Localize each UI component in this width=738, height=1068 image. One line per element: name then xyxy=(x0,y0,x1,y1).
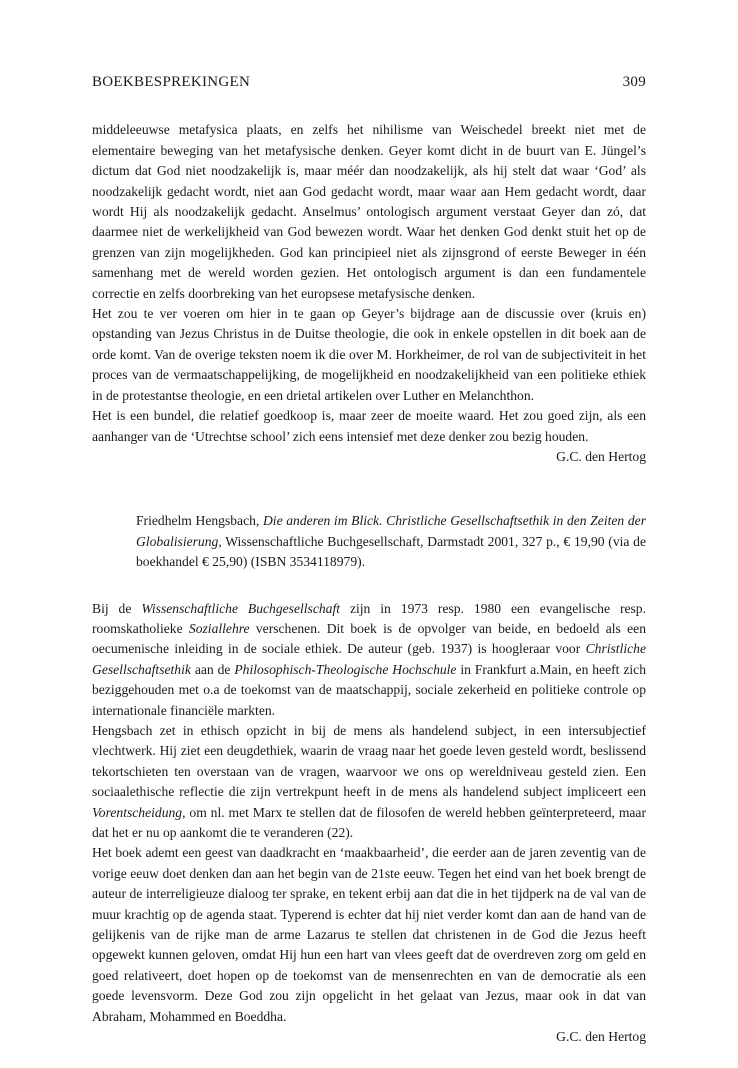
review1-signature: G.C. den Hertog xyxy=(556,448,646,464)
running-header xyxy=(92,72,646,92)
page-number: 309 xyxy=(622,74,646,90)
section-title: BOEKBESPREKINGEN xyxy=(92,74,251,90)
italic-run: Soziallehre xyxy=(188,620,250,636)
review2-paragraph-2 xyxy=(92,721,646,843)
text-run: Hengsbach zet in ethisch opzicht in bij de mens als handelend subject, in een intersubjectief vlechtwerk. Hij ziet een deugdethiek, waarin de vraag naar het goede leven gesteld wordt, beslissend tekortschieten ten overstaan van de vragen, waarvoor we ons op wereldniveau gesteld zien. Een sociaalethische reflectie die zijn vertrekpunt heeft in de mens als handelend subject impliceert een xyxy=(92,722,646,800)
review2-bibliographic-entry xyxy=(136,511,646,572)
italic-run: Philosophisch-Theologische Hochschule xyxy=(234,661,457,677)
biblio-title: Die anderen im Blick. Christliche Gesellschaftsethik in den Zeiten der Globalisierung xyxy=(136,513,646,549)
review1-paragraph-1: middeleeuwse metafysica plaats, en zelfs het nihilisme van Weischedel breekt niet met de elementaire beweging van het metafysische denken. Geyer komt dicht in de buurt van E. Jüngel’s dictum dat God niet noodzakelijk is, maar méér dan noodzakelijk, als hij stelt dat waar ‘God’ als noodzakelijk gedacht wordt, niet aan God gedacht wordt, maar waar aan Hem gedacht wordt, daar wordt Hij als noodzakelijk gedacht. Anselmus’ ontologisch argument verstaat Geyer dan zó, dat daarmee niet de werkelijkheid van God bewezen wordt. Waar het denken God denkt stuit het op de grenzen van zijn mogelijkheden. God kan principieel niet als zijnsgrond of eerste Beweger in één samenhang met de wereld worden gezien. Het ontologisch argument is dan een fundamentele correctie en zelfs doorbreking van het europsese metafysische denken. xyxy=(92,122,646,301)
text-run: Bij de xyxy=(92,600,142,616)
review2-paragraph-3: Het boek ademt een geest van daadkracht en ‘maakbaarheid’, die eerder aan de jaren zeventig van de vorige eeuw doet denken dan aan het begin van de 21ste eeuw. Tegen het eind van het boek brengt de auteur de interreligieuze dialoog ter sprake, en tekent erbij aan dat die in het tijdperk na de val van de muur krachtig op de agenda staat. Typerend is echter dat hij niet verder komt dan aan de hand van de gelijkenis van de rijke man de arme Lazarus te stellen dat christenen in de God die Jezus heeft opgewekt kunnen geloven, omdat Hij hun een hart van vlees geeft dat de overdreven zorg om geld en goed relativeert, doet hopen op de toekomst van de mensenrechten en van de democratie als een goede levensvorm. Deze God zou zijn opgelicht in het gelaat van Jezus, maar ook in dat van Abraham, Mohammed en Boeddha. xyxy=(92,845,646,1024)
italic-run: Vorentscheidung xyxy=(92,804,183,820)
page xyxy=(92,72,646,1047)
review1-paragraph-3: Het is een bundel, die relatief goedkoop is, maar zeer de moeite waard. Het zou goed zijn, als een aanhanger van de ‘Utrechtse school’ zich eens intensief met deze denker zou bezig houden. xyxy=(92,408,646,444)
biblio-author: Friedhelm Hengsbach, xyxy=(136,513,263,529)
text-run: aan de xyxy=(190,661,235,677)
biblio-details: , Wissenschaftliche Buchgesellschaft, Darmstadt 2001, 327 p., € 19,90 (via de boekhandel € 25,90) (ISBN 3534118979). xyxy=(136,533,646,570)
review2-signature: G.C. den Hertog xyxy=(556,1029,646,1045)
text-run: verschenen. Dit boek is de opvolger van beide, en bedoeld als een oecumenische inleiding in de sociale ethiek. De auteur (geb. 1937) is hoogleraar voor xyxy=(92,620,646,657)
italic-run: Wissenschaftliche Buchgesellschaft xyxy=(141,600,341,616)
text-run: , om nl. met Marx te stellen dat de filosofen de wereld hebben geïnterpreteerd, maar dat het er nu op aankomt die te veranderen (22). xyxy=(92,804,646,840)
italic-run: Christliche Gesellschaftsethik xyxy=(92,641,646,677)
text-run: zijn in 1973 resp. 1980 een evangelische resp. roomskatholieke xyxy=(92,600,646,636)
text-run: in Frankfurt a.Main, en heeft zich beziggehouden met o.a de toekomst van de maatschappij, sociale zekerheid en politieke controle op internationale financiële markten. xyxy=(92,661,646,718)
review1-paragraph-2: Het zou te ver voeren om hier in te gaan op Geyer’s bijdrage aan de discussie over (kruis en) opstanding van Jezus Christus in de Duitse theologie, die ook in enkele opstellen in dit boek aan de orde komt. Van de overige teksten noem ik die over M. Horkheimer, de rol van de subjectiviteit in het proces van de vermaatschappelijking, de mogelijkheid en noodzakelijkheid van een politieke ethiek in de protestantse theologie, en een drietal artikelen over Luther en Melanchthon. xyxy=(92,306,646,403)
review2-paragraph-1 xyxy=(92,599,646,721)
